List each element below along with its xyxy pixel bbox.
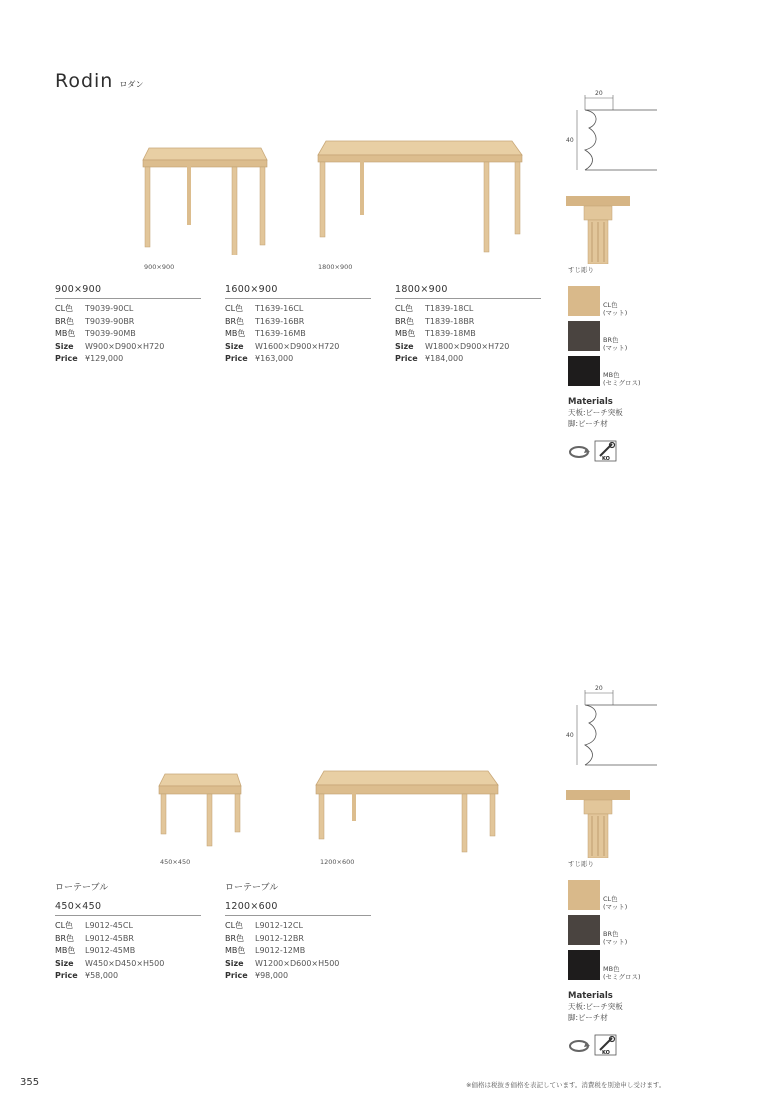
product-spec: ローテーブル 1200×600 CL色 L9012-12CL BR色 L9012-12BR MB色 L9012-12MB Size W1200×D600×H500 Price ¥98,000 [225,880,375,983]
product-spec: 900×900 CL色 T9039-90CL BR色 T9039-90BR MB色 T9039-90MB Size W900×D900×H720 Price ¥129,000 [55,284,205,366]
swatch-cl-label: CL色 (マット) [603,301,628,317]
product-size: 900×900 [55,284,102,295]
product-spec: 1600×900 CL色 T1639-16CL BR色 T1639-16BR MB色 T1639-16MB Size W1600×D900×H720 Price ¥163,000 [225,284,375,366]
swatch-cl [568,880,600,910]
leg-carving-image [566,790,630,858]
dim-width: 20 [595,685,603,692]
swatch-mb [568,356,600,386]
page-title-ja: ロダン [119,80,144,89]
page-title: Rodin ロダン [55,70,144,92]
assembly-icons [568,440,620,462]
dim-height: 40 [566,732,574,739]
product-size: 450×450 [55,901,102,912]
swatch-cl-label: CL色 (マット) [603,895,628,911]
carving-caption: すじ彫り [568,266,594,274]
swatch-br [568,915,600,945]
price-footnote: ※価格は税抜き価格を表記しています。消費税を別途申し受けます。 [466,1081,666,1089]
table-image-900 [135,140,275,255]
materials: Materials 天板:ビーチ突板 脚:ビーチ材 [568,991,623,1022]
dim-width: 20 [595,90,603,97]
edge-profile-diagram [565,88,660,173]
swatch-mb [568,950,600,980]
ko-wrench-icon [595,1035,616,1056]
svg-text:KO: KO [602,456,610,462]
image-caption: 1800×900 [318,263,353,271]
rotate-icon [570,1041,590,1051]
edge-profile-diagram [565,683,660,768]
swatch-mb-label: MB色 (セミグロス) [603,965,641,981]
product-name: ローテーブル [55,883,109,893]
product-size: 1800×900 [395,284,448,295]
dim-height: 40 [566,137,574,144]
swatch-cl [568,286,600,316]
product-spec: ローテーブル 450×450 CL色 L9012-45CL BR色 L9012-45BR MB色 L9012-45MB Size W450×D450×H500 Price ¥58,000 [55,880,205,983]
swatch-mb-label: MB色 (セミグロス) [603,371,641,387]
table-image-1800 [312,135,527,255]
materials: Materials 天板:ビーチ突板 脚:ビーチ材 [568,397,623,428]
image-caption: 450×450 [160,858,191,866]
page-number: 355 [20,1077,40,1088]
assembly-icons [568,1034,620,1056]
product-size: 1600×900 [225,284,278,295]
product-name: ローテーブル [225,883,279,893]
ko-wrench-icon [595,441,616,462]
image-caption: 1200×600 [320,858,355,866]
rotate-icon [570,447,590,457]
swatch-br-label: BR色 (マット) [603,336,628,352]
swatch-br-label: BR色 (マット) [603,930,628,946]
low-table-image-1200 [312,765,502,855]
swatch-br [568,321,600,351]
svg-text:KO: KO [602,1050,610,1056]
image-caption: 900×900 [144,263,175,271]
product-spec: 1800×900 CL色 T1839-18CL BR色 T1839-18BR MB色 T1839-18MB Size W1800×D900×H720 Price ¥184,000 [395,284,545,366]
leg-carving-image [566,196,630,264]
product-size: 1200×600 [225,901,278,912]
carving-caption: すじ彫り [568,860,594,868]
low-table-image-450 [155,768,245,856]
